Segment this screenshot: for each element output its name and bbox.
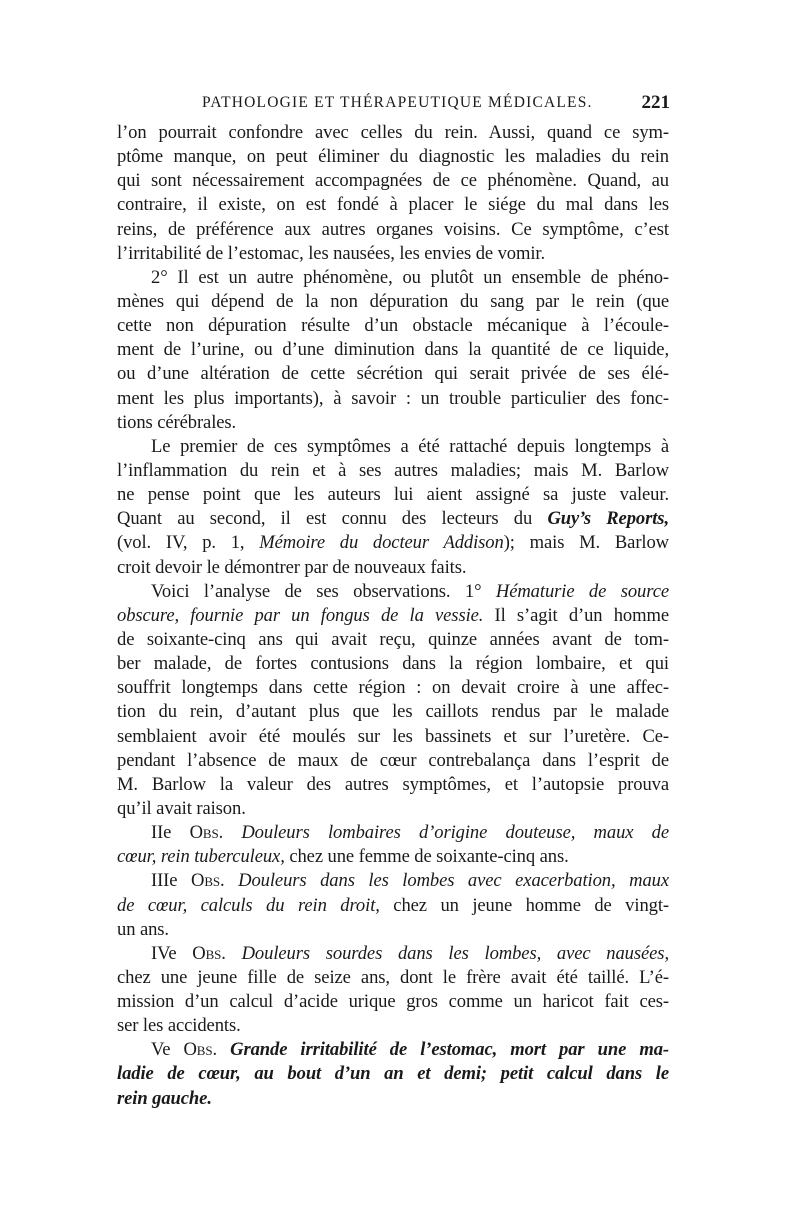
text-segment: de soixante-cinq ans qui avait reçu, quinze années avant de tom- — [117, 628, 669, 650]
text-segment: l’on pourrait confondre avec celles du rein. Aussi, quand ce sym- — [117, 122, 669, 143]
text-line — [117, 869, 669, 893]
text-segment: Obs. — [191, 870, 225, 892]
text-line — [117, 314, 669, 338]
text-line — [117, 507, 669, 531]
text-line — [117, 749, 669, 773]
text-segment: Le premier de ces symptômes a été rattaché depuis longtemps à — [151, 435, 669, 457]
text-line — [117, 652, 669, 676]
text-line — [117, 387, 669, 411]
text-segment: ment de l’urine, ou d’une diminution dans la quantité de ce liquide, — [117, 339, 669, 361]
text-segment: ser les accidents. — [117, 1015, 241, 1037]
text-segment: ne pense point que les auteurs lui aient assigné sa juste valeur. — [117, 484, 669, 506]
text-segment: contraire, il existe, on est fondé à placer le siége du mal dans les — [117, 194, 669, 216]
text-line — [117, 700, 669, 724]
text-line — [117, 169, 669, 193]
text-segment: un ans. — [117, 918, 169, 940]
text-segment: Douleurs dans les lombes avec exacerbation, maux — [238, 870, 669, 892]
text-segment: qui sont nécessairement accompagnées de ce phénomène. Quand, au — [117, 170, 669, 192]
text-segment: l’inflammation du rein et à ses autres maladies; mais M. Barlow — [117, 459, 669, 481]
text-segment: Obs. — [192, 942, 226, 964]
text-line — [117, 290, 669, 314]
text-line — [117, 1087, 669, 1111]
text-line — [117, 845, 669, 869]
text-segment: Obs. — [183, 1039, 218, 1061]
text-line — [117, 242, 669, 266]
text-line — [117, 193, 669, 217]
text-segment: souffrit longtemps dans cette région : on devait croire à une affec- — [117, 677, 669, 699]
text-line — [117, 1062, 669, 1086]
text-segment: mènes qui dépend de la non dépuration du sang par le rein (que — [117, 290, 669, 312]
text-line — [117, 628, 669, 652]
text-line — [117, 556, 669, 580]
text-segment: ); mais M. Barlow — [503, 532, 670, 554]
text-segment: Douleurs sourdes dans les lombes, avec nausées, — [241, 942, 669, 964]
text-segment: Grande irritabilité de l’estomac, mort par une ma- — [230, 1039, 669, 1061]
text-segment: tions cérébrales. — [117, 411, 237, 433]
text-segment: IIIe — [151, 870, 191, 892]
text-segment: chez une femme de soixante-cinq ans. — [284, 846, 569, 868]
text-line — [117, 990, 669, 1014]
text-segment — [223, 822, 241, 843]
text-line — [117, 362, 669, 386]
text-line — [117, 580, 669, 604]
text-line — [117, 338, 669, 362]
page-number: 221 — [641, 92, 670, 113]
text-segment: reins, de préférence aux autres organes voisins. Ce symptôme, c’est — [117, 218, 669, 240]
text-segment: IIe — [151, 822, 190, 844]
text-segment: Douleurs lombaires d’origine douteuse, maux de — [241, 822, 669, 844]
text-segment: IVe — [151, 942, 193, 964]
text-segment: Il s’agit d’un homme — [483, 604, 669, 626]
text-line — [117, 604, 669, 628]
text-line — [117, 773, 669, 797]
text-line — [117, 121, 669, 145]
text-segment: Ve — [151, 1039, 184, 1061]
text-line — [117, 1038, 669, 1062]
text-segment: cœur, rein tuberculeux, — [117, 846, 285, 868]
text-segment: (vol. IV, p. 1, — [117, 532, 260, 554]
text-segment: cette non dépuration résulte d’un obstacle mécanique à l’écoule- — [117, 315, 669, 337]
text-line — [117, 531, 669, 555]
text-segment: rein gauche. — [117, 1087, 212, 1109]
running-title: PATHOLOGIE ET THÉRAPEUTIQUE MÉDICALES. — [202, 94, 593, 111]
text-segment: qu’il avait raison. — [117, 797, 246, 819]
text-line — [117, 894, 669, 918]
text-line — [117, 725, 669, 749]
text-segment: ou d’une altération de cette sécrétion qui serait privée de ses élé- — [117, 363, 669, 385]
text-segment: obscure, fournie par un fongus de la vessie. — [117, 604, 484, 626]
text-line — [117, 918, 669, 942]
text-segment: de cœur, calculs du rein droit, — [117, 894, 380, 916]
text-line — [117, 435, 669, 459]
text-line — [117, 676, 669, 700]
text-segment — [217, 1039, 230, 1060]
text-line — [117, 411, 669, 435]
text-line — [117, 266, 669, 290]
text-line — [117, 459, 669, 483]
text-segment: 2° Il est un autre phénomène, ou plutôt un ensemble de phéno- — [151, 266, 669, 288]
text-segment: Voici l’analyse de ses observations. 1° — [151, 580, 496, 602]
text-segment: l’irritabilité de l’estomac, les nausées, les envies de vomir. — [117, 242, 546, 264]
text-segment — [226, 943, 242, 964]
text-line — [117, 145, 669, 169]
text-segment: Mémoire du docteur Addison — [259, 532, 504, 554]
text-segment: tion du rein, d’autant plus que les caillots rendus par le malade — [117, 701, 669, 723]
body-text — [117, 121, 669, 1111]
text-line — [117, 483, 669, 507]
text-segment: Obs. — [189, 822, 224, 844]
text-line — [117, 218, 669, 242]
text-segment: ment les plus importants), à savoir : un trouble particulier des fonc- — [117, 387, 669, 409]
text-segment: mission d’un calcul d’acide urique gros comme un haricot fait ces- — [117, 991, 669, 1013]
text-segment: chez une jeune fille de seize ans, dont le frère avait été taillé. L’é- — [117, 966, 669, 988]
text-segment: croit devoir le démontrer par de nouveaux faits. — [117, 556, 467, 578]
text-segment: ladie de cœur, au bout d’un an et demi; petit calcul dans le — [117, 1063, 669, 1085]
text-segment: Quant au second, il est connu des lecteurs du — [117, 508, 548, 530]
text-line — [117, 942, 669, 966]
text-segment: Hématurie de source — [495, 580, 669, 602]
text-segment: semblaient avoir été moulés sur les bassinets et sur l’uretère. Ce- — [117, 725, 669, 747]
text-segment: ptôme manque, on peut éliminer du diagnostic les maladies du rein — [117, 146, 669, 168]
text-segment: ber malade, de fortes contusions dans la région lombaire, et qui — [117, 653, 669, 675]
text-line — [117, 821, 669, 845]
running-header — [150, 94, 670, 120]
text-segment: M. Barlow la valeur des autres symptômes, et l’autopsie prouva — [117, 773, 669, 795]
text-line — [117, 1014, 669, 1038]
text-segment: Guy’s Reports, — [547, 508, 669, 530]
text-line — [117, 797, 669, 821]
text-segment: chez un jeune homme de vingt- — [379, 894, 669, 916]
text-segment: pendant l’absence de maux de cœur contrebalança dans l’esprit de — [117, 749, 669, 771]
text-line — [117, 966, 669, 990]
text-segment — [225, 870, 239, 891]
